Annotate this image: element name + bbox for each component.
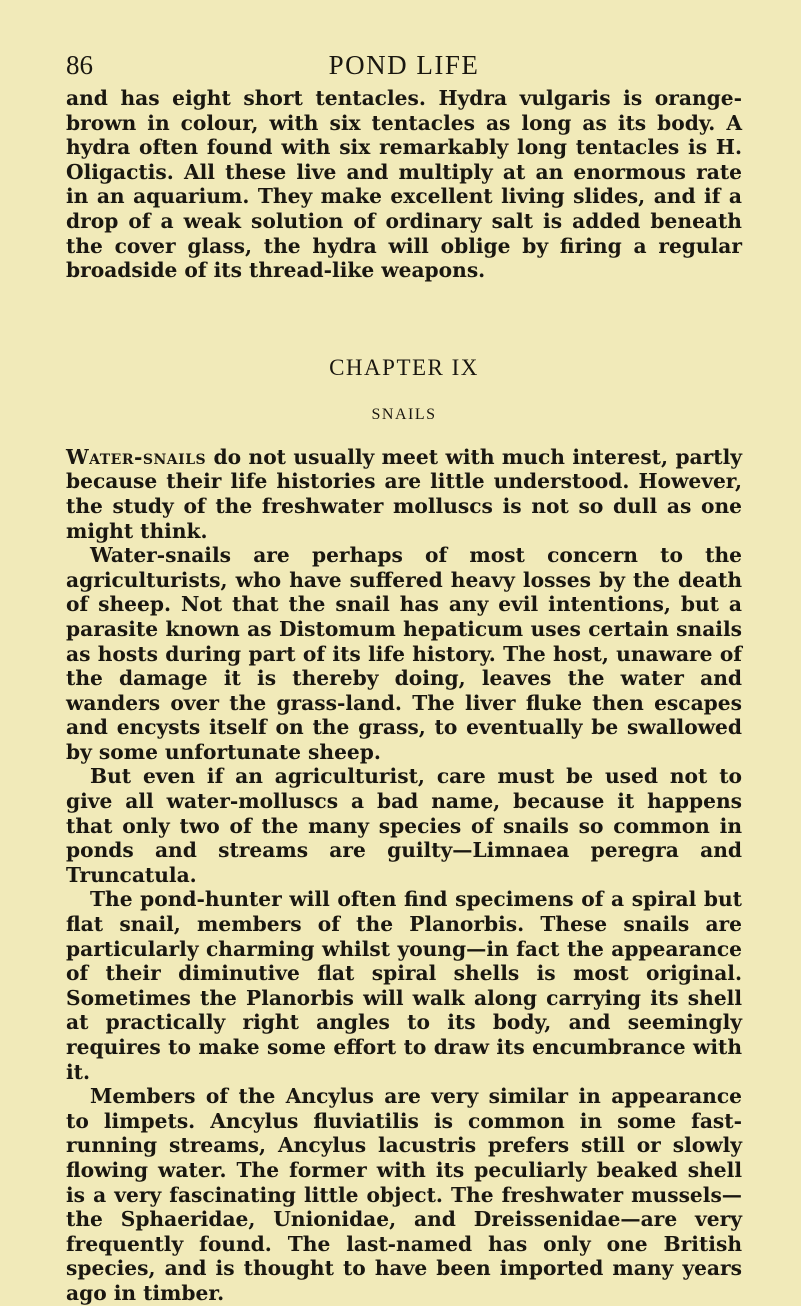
chapter-subtitle: SNAILS [371, 405, 437, 423]
chapter-title: CHAPTER IX [329, 354, 479, 380]
paragraph-guilty-species: But even if an agriculturist, care must be used not to give all water-molluscs a bad name, because it happens that only two of the many species of snails so common in ponds and streams are guilty—Limnaea peregra and Truncatula. [66, 764, 742, 887]
running-head: POND LIFE [328, 50, 480, 80]
opening-words: Water-snails [66, 444, 207, 469]
paragraph-planorbis: The pond-hunter will often find specimens of a spiral but flat snail, members of the Planorbis. These snails are particularly charming whilst young—in fact the appearance of their diminutive flat spiral shells is most original. Sometimes the Planorbis will walk along carrying its shell at practically right angles to its body, and seemingly requires to make some effort to draw its encumbrance with it. [66, 887, 742, 1084]
page-body [66, 86, 742, 1306]
intro-paragraph: and has eight short tentacles. Hydra vulgaris is orange-brown in colour, with six tentacles as long as its body. A hydra often found with six remarkably long tentacles is H. Oligactis. All these live and multiply at an enormous rate in an aquarium. They make excellent living slides, and if a drop of a weak solution of ordinary salt is added beneath the cover glass, the hydra will oblige by firing a regular broadside of its thread-like weapons. [66, 86, 742, 283]
chapter-opening-paragraph [66, 445, 742, 543]
page-header [66, 48, 742, 82]
paragraph-ancylus: Members of the Ancylus are very similar in appearance to limpets. Ancylus fluviatilis is common in some fast-running streams, Ancylus lacustris prefers still or slowly flowing water. The former with its peculiarly beaked shell is a very fascinating little object. The freshwater mussels—the Sphaeridae, Unionidae, and Dreissenidae—are very frequently found. The last-named has only one British species, and is thought to have been imported many years ago in timber. [66, 1084, 742, 1305]
page-number: 86 [66, 50, 93, 80]
paragraph-agriculture: Water-snails are perhaps of most concern to the agriculturists, who have suffered heavy losses by the death of sheep. Not that the snail has any evil intentions, but a parasite known as Distomum hepaticum uses certain snails as hosts during part of its life history. The host, unaware of the damage it is thereby doing, leaves the water and wanders over the grass-land. The liver fluke then escapes and encysts itself on the grass, to eventually be swallowed by some unfortunate sheep. [66, 543, 742, 764]
opening-paragraph-text: do not usually meet with much interest, partly because their life histories are little understood. However, the study of the freshwater molluscs is not so dull as one might think. [66, 444, 742, 543]
